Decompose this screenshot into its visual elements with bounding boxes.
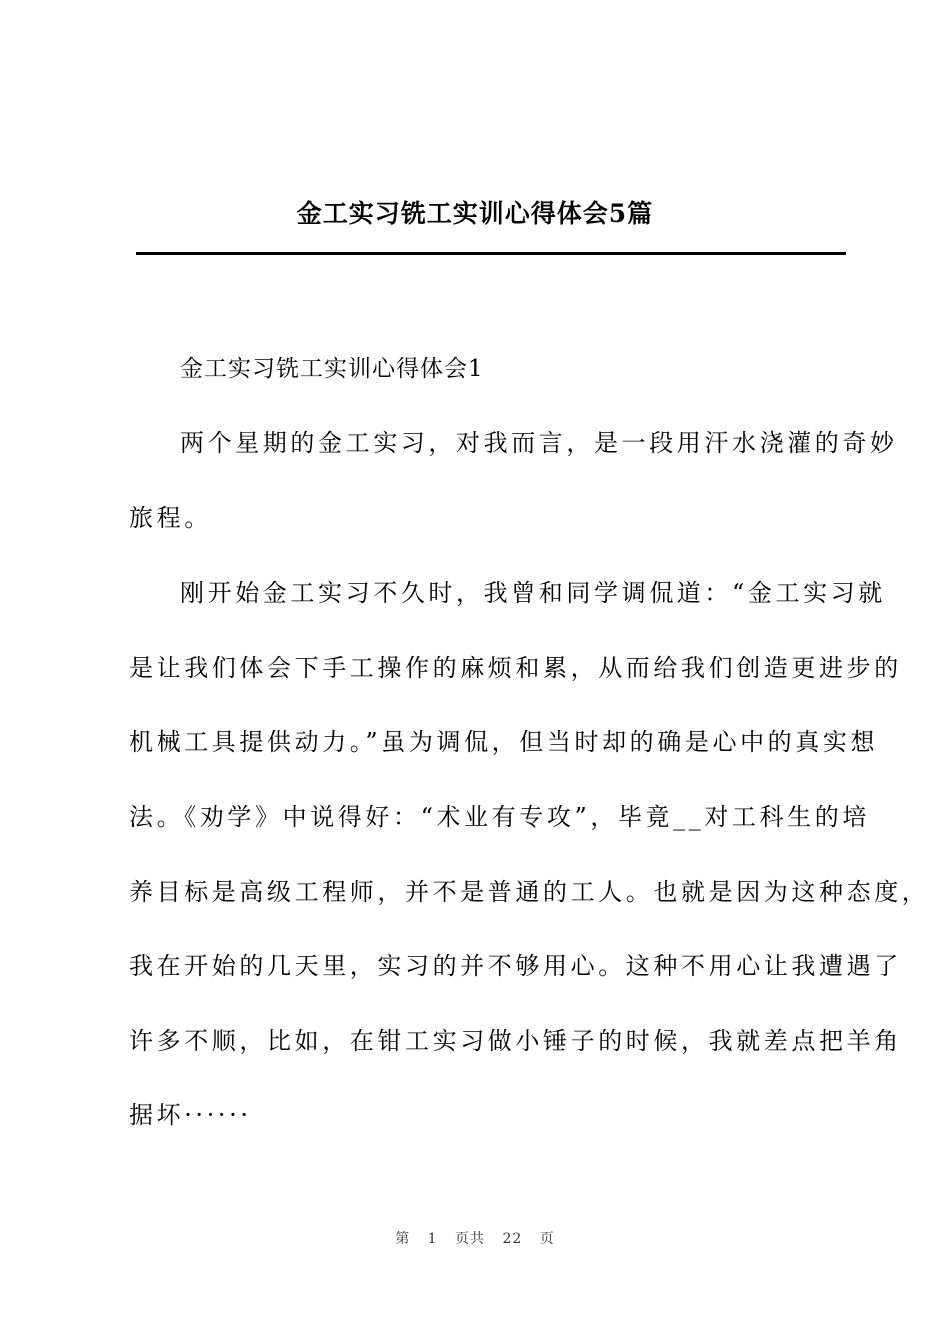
paragraph-line: 我在开始的几天里，实习的并不够用心。这种不用心让我遭遇了 <box>129 952 902 980</box>
paragraph-line: 法。《劝学》中说得好：“术业有专攻”，毕竟__对工科生的培 <box>129 803 870 831</box>
page-number-footer: 第 1 页共 22 页 <box>395 1231 555 1247</box>
section-heading: 金工实习铣工实训心得体会1 <box>180 356 484 382</box>
document-title: 金工实习铣工实训心得体会5篇 <box>296 199 654 228</box>
title-divider <box>136 252 846 255</box>
paragraph-line: 是让我们体会下手工操作的麻烦和累，从而给我们创造更进步的 <box>129 654 902 682</box>
paragraph-line: 养目标是高级工程师，并不是普通的工人。也就是因为这种态度， <box>129 878 930 906</box>
paragraph-line: 刚开始金工实习不久时，我曾和同学调侃道：“金工实习就 <box>180 579 886 607</box>
paragraph-line: 两个星期的金工实习，对我而言，是一段用汗水浇灌的奇妙 <box>180 429 898 457</box>
paragraph-line: 许多不顺，比如，在钳工实习做小锤子的时候，我就差点把羊角 <box>129 1027 902 1055</box>
paragraph-line: 据坏······ <box>129 1101 252 1129</box>
paragraph-line: 机械工具提供动力。”虽为调侃，但当时却的确是心中的真实想 <box>129 728 879 756</box>
paragraph-line: 旅程。 <box>129 504 212 532</box>
